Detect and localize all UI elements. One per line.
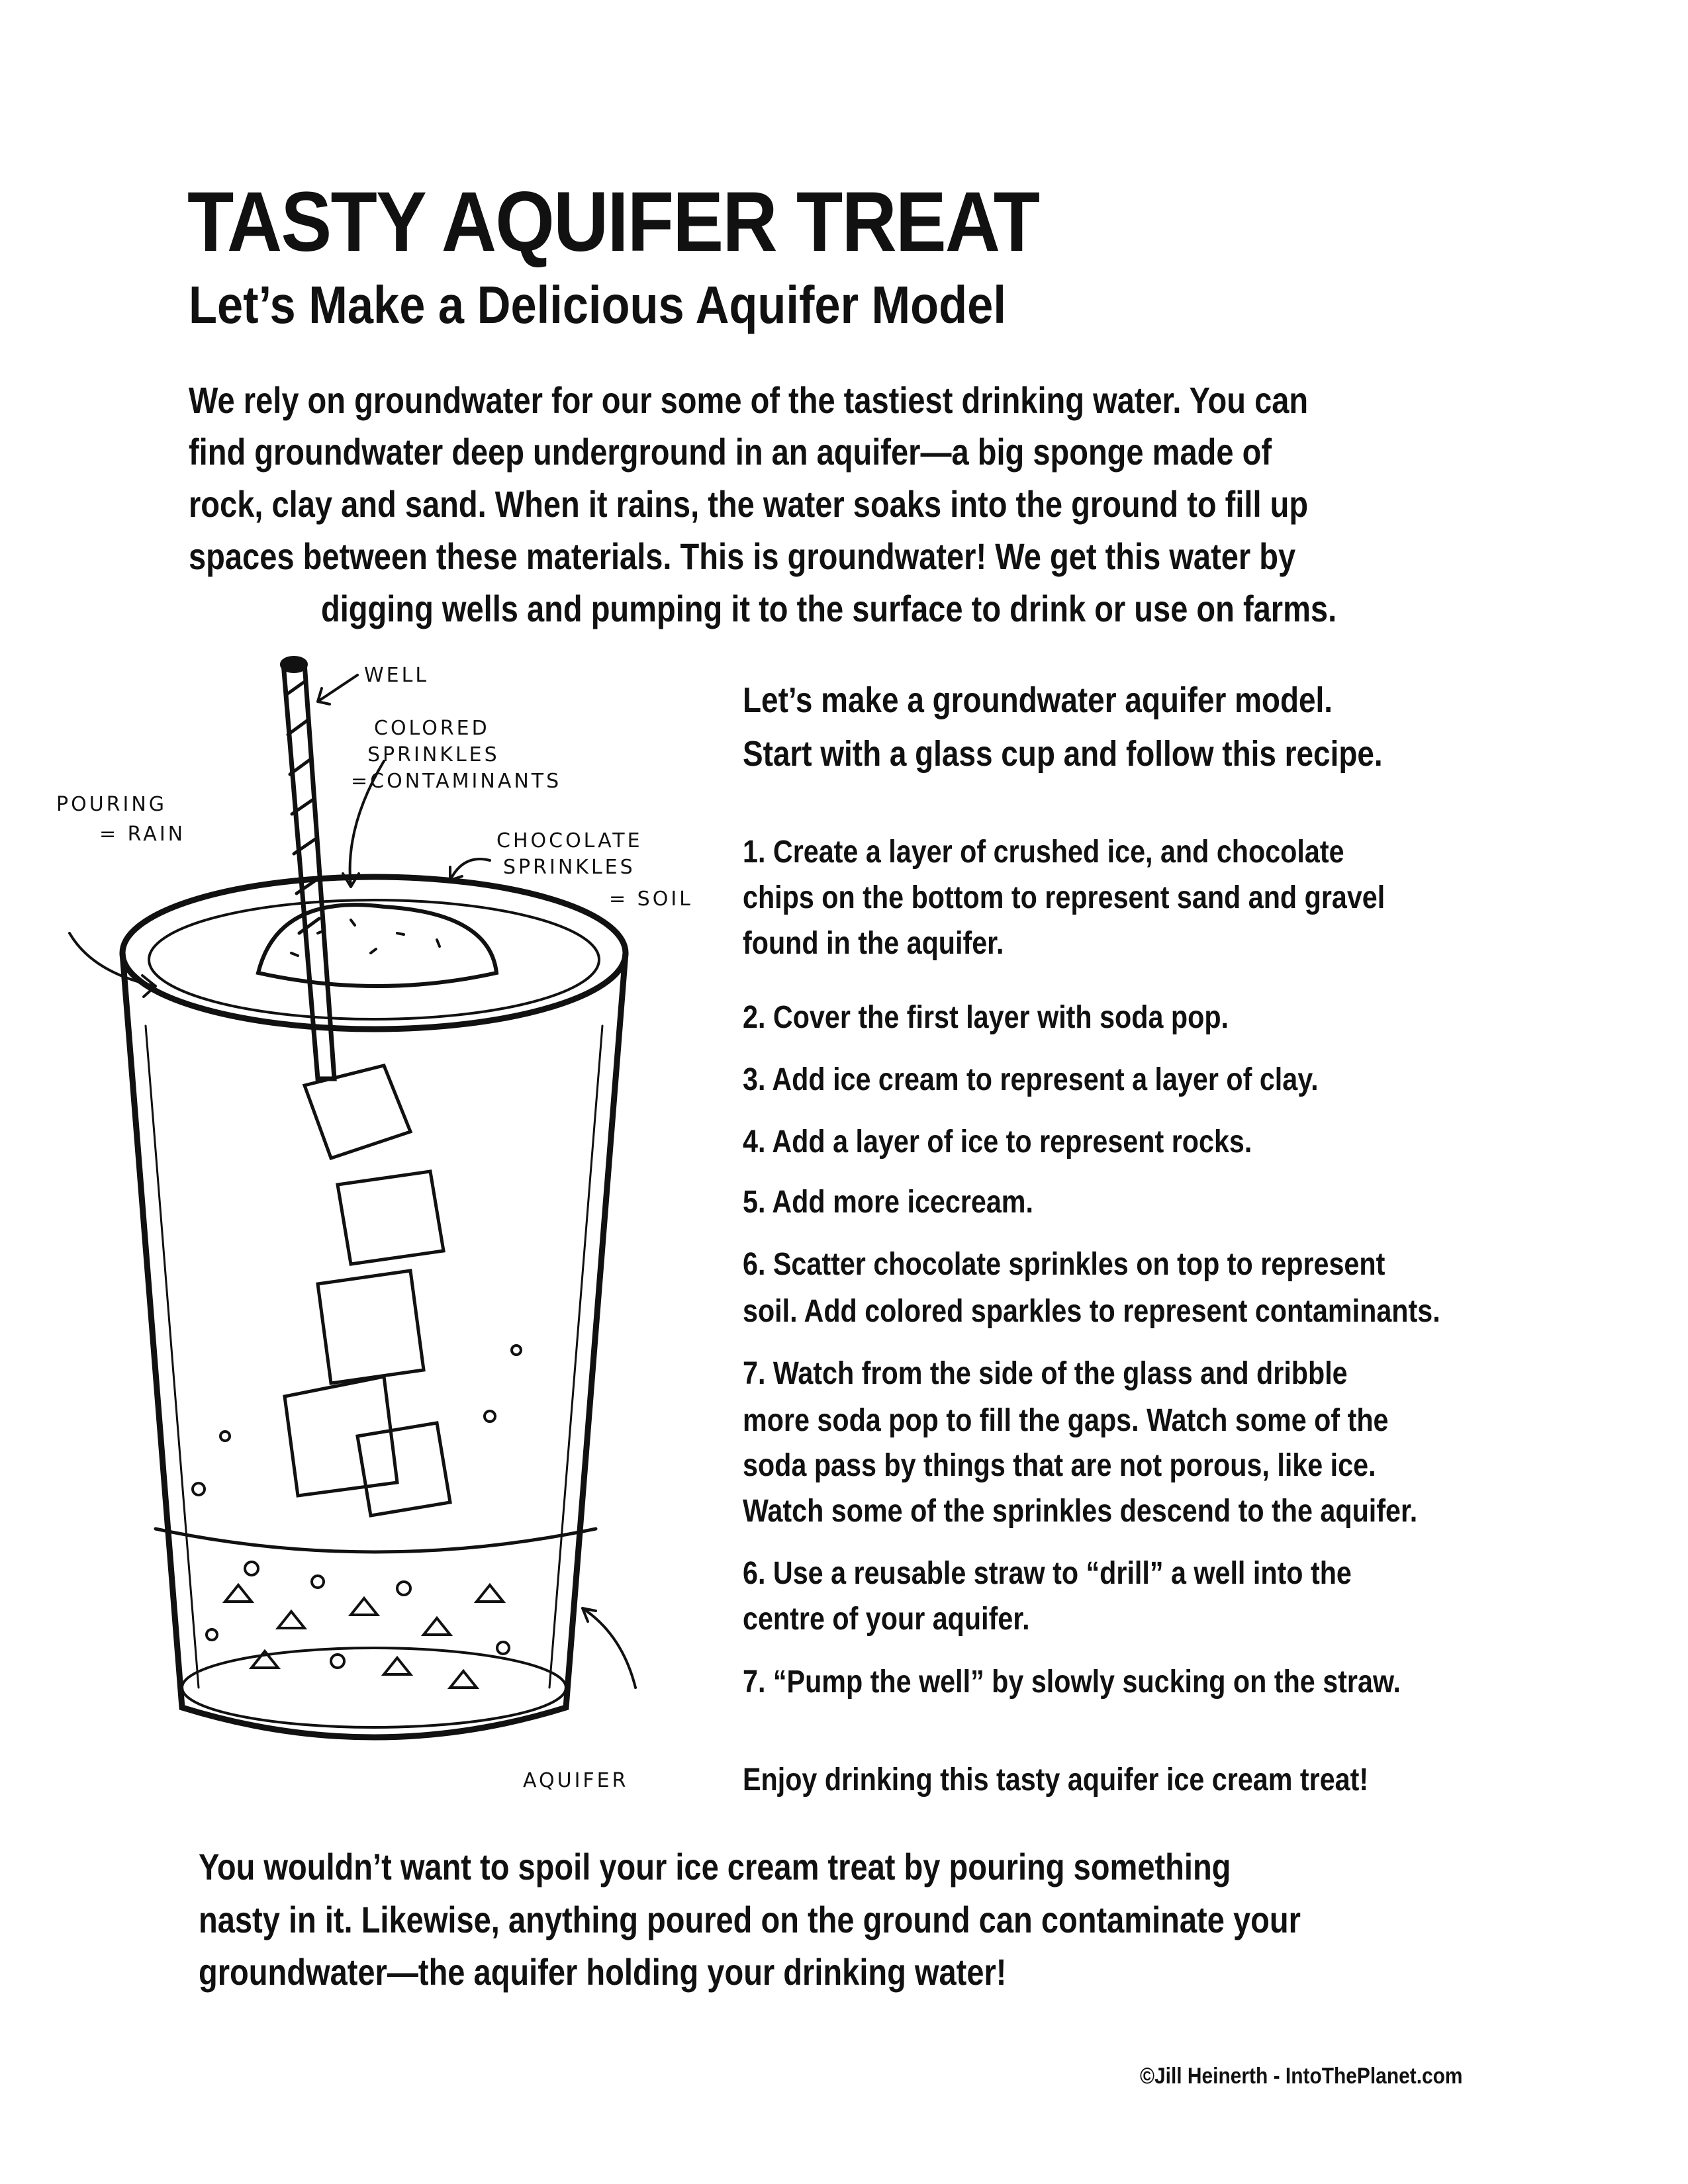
label-colored-sprinkles: COLORED <box>374 717 490 740</box>
label-chocolate-sprinkles: CHOCOLATE <box>496 829 643 852</box>
step-line: 2. Cover the first layer with soda pop. <box>743 1000 1229 1035</box>
label-aquifer: AQUIFER <box>523 1769 629 1792</box>
step-line: 1. Create a layer of crushed ice, and chocolate <box>743 835 1344 870</box>
aquifer-glass-illustration <box>40 655 741 1807</box>
intro-line: digging wells and pumping it to the surface to drink or use on farms. <box>321 588 1337 629</box>
outro-line: nasty in it. Likewise, anything poured on the ground can contaminate your <box>199 1899 1301 1940</box>
step-line: 3. Add ice cream to represent a layer of clay. <box>743 1062 1319 1097</box>
recipe-intro-line: Let’s make a groundwater aquifer model. <box>743 680 1333 720</box>
recipe-intro-line: Start with a glass cup and follow this recipe. <box>743 734 1383 774</box>
ice-cubes-icon <box>285 1066 450 1516</box>
step-line: chips on the bottom to represent sand and gravel <box>743 880 1385 915</box>
step-line: 7. “Pump the well” by slowly sucking on the straw. <box>743 1664 1401 1700</box>
copyright-footer: ©Jill Heinerth - IntoThePlanet.com <box>1140 2064 1463 2089</box>
enjoy-line: Enjoy drinking this tasty aquifer ice cream treat! <box>743 1762 1369 1797</box>
intro-line: We rely on groundwater for our some of the tastiest drinking water. You can <box>189 379 1309 421</box>
intro-line: rock, clay and sand. When it rains, the water soaks into the ground to fill up <box>189 483 1309 525</box>
page-title: TASTY AQUIFER TREAT <box>187 175 1039 269</box>
label-contaminants: =CONTAMINANTS <box>351 770 562 793</box>
step-line: Watch some of the sprinkles descend to the aquifer. <box>743 1494 1418 1529</box>
step-line: soda pass by things that are not porous, like ice. <box>743 1448 1376 1483</box>
step-line: 4. Add a layer of ice to represent rocks. <box>743 1124 1252 1160</box>
chocolate-chips-icon <box>193 1345 521 1688</box>
outro-line: You wouldn’t want to spoil your ice cream treat by pouring something <box>199 1846 1231 1888</box>
intro-line: spaces between these materials. This is groundwater! We get this water by <box>189 535 1296 577</box>
ice-cream-scoop-icon <box>258 905 496 986</box>
step-line: 5. Add more icecream. <box>743 1185 1033 1220</box>
step-line: soil. Add colored sparkles to represent contaminants. <box>743 1294 1440 1329</box>
label-chocolate-sprinkles: SPRINKLES <box>503 856 635 879</box>
page-subtitle: Let’s Make a Delicious Aquifer Model <box>189 275 1006 334</box>
intro-line: find groundwater deep underground in an aquifer—a big sponge made of <box>189 431 1272 473</box>
label-rain: = RAIN <box>99 823 186 846</box>
step-line: 6. Use a reusable straw to “drill” a well into the <box>743 1556 1352 1591</box>
label-well: WELL <box>364 664 430 687</box>
label-colored-sprinkles: SPRINKLES <box>367 743 500 766</box>
outro-line: groundwater—the aquifer holding your drinking water! <box>199 1951 1007 1993</box>
step-line: centre of your aquifer. <box>743 1602 1030 1637</box>
glass-icon <box>122 877 626 1737</box>
step-line: more soda pop to fill the gaps. Watch some of the <box>743 1403 1389 1438</box>
step-line: 7. Watch from the side of the glass and dribble <box>743 1356 1348 1391</box>
step-line: found in the aquifer. <box>743 926 1004 961</box>
label-pouring: POURING <box>56 793 167 816</box>
step-line: 6. Scatter chocolate sprinkles on top to represent <box>743 1247 1385 1282</box>
label-soil: = SOIL <box>609 887 693 911</box>
